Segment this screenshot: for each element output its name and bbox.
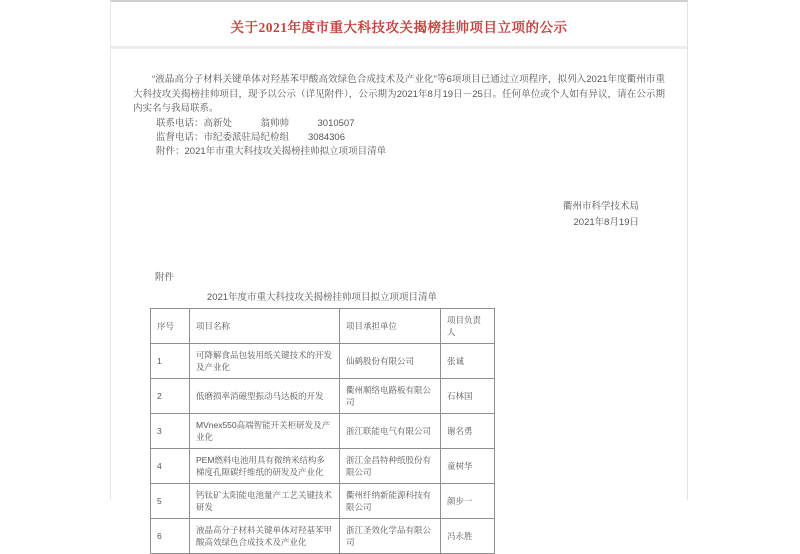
cell-undertaking-unit: 仙鹤股份有限公司	[340, 343, 441, 378]
contact-phone-line: 联系电话：高新处 翁帅帅 3010507	[156, 117, 355, 129]
signature-organization: 衢州市科学技术局	[562, 200, 639, 212]
cell-project-name: 钙钛矿太阳能电池量产工艺关键技术研发	[190, 483, 340, 518]
attachment-reference-line: 附件：2021年市重大科技攻关揭榜挂帅拟立项项目清单	[156, 145, 387, 157]
cell-project-name: 低磨损率消磁型振动马达板的开发	[190, 378, 340, 413]
document-title: 关于2021年度市重大科技攻关揭榜挂帅项目立项的公示	[230, 20, 568, 35]
cell-index: 6	[151, 518, 190, 553]
cell-project-leader: 颜步一	[441, 483, 495, 518]
cell-project-leader: 童树华	[441, 448, 495, 483]
signature-block	[111, 199, 639, 231]
table-row	[151, 483, 495, 518]
announcement-paragraph: “液晶高分子材料关键单体对羟基苯甲酸高效绿色合成技术及产业化”等6项项目已通过立项程序，拟列入2021年度衢州市重大科技攻关揭榜挂帅项目，现予以公示（详见附件），公示期为2021年8月19日－25日。任何单位或个人如有异议，请在公示期内实名与我局联系。	[133, 74, 665, 114]
supervision-phone-line: 监督电话：市纪委派驻局纪检组 3084306	[156, 131, 345, 143]
cell-project-name: 可降解食品包装用纸关键技术的开发及产业化	[190, 343, 340, 378]
cell-undertaking-unit: 浙江圣效化学品有限公司	[340, 518, 441, 553]
cell-project-leader: 谢名勇	[441, 413, 495, 448]
cell-index: 4	[151, 448, 190, 483]
column-header-project-leader: 项目负责人	[441, 308, 495, 343]
cell-index: 5	[151, 483, 190, 518]
cell-undertaking-unit: 衢州纤纳新能源科技有限公司	[340, 483, 441, 518]
column-header-project-name: 项目名称	[190, 308, 340, 343]
cell-undertaking-unit: 浙江联能电气有限公司	[340, 413, 441, 448]
project-table-section	[150, 289, 494, 554]
attachment-section-label: 附件	[155, 271, 175, 283]
cell-project-leader: 张诚	[441, 343, 495, 378]
title-divider	[111, 46, 687, 49]
cell-index: 1	[151, 343, 190, 378]
cell-index: 3	[151, 413, 190, 448]
table-row	[151, 448, 495, 483]
table-row	[151, 378, 495, 413]
cell-index: 2	[151, 378, 190, 413]
cell-undertaking-unit: 浙江金昌特种纸股份有限公司	[340, 448, 441, 483]
info-lines	[156, 117, 687, 159]
table-header-row	[151, 308, 495, 343]
project-table-title: 2021年度市重大科技攻关揭榜挂帅项目拟立项项目清单	[206, 291, 438, 303]
table-row	[151, 413, 495, 448]
cell-undertaking-unit: 衢州顺络电路板有限公司	[340, 378, 441, 413]
cell-project-name: MVnex550高端智能开关柜研发及产业化	[190, 413, 340, 448]
table-row	[151, 518, 495, 553]
project-table	[150, 308, 495, 554]
signature-date: 2021年8月19日	[573, 216, 639, 228]
cell-project-name: 液晶高分子材料关键单体对羟基苯甲酸高效绿色合成技术及产业化	[190, 518, 340, 553]
cell-project-leader: 石林国	[441, 378, 495, 413]
cell-project-name: PEM燃料电池用具有微纳米结构多梯度孔隙碳纤维纸的研发及产业化	[190, 448, 340, 483]
document-page	[110, 0, 688, 547]
column-header-index: 序号	[151, 308, 190, 343]
cell-project-leader: 冯永胜	[441, 518, 495, 553]
column-header-undertaking-unit: 项目承担单位	[340, 308, 441, 343]
table-row	[151, 343, 495, 378]
